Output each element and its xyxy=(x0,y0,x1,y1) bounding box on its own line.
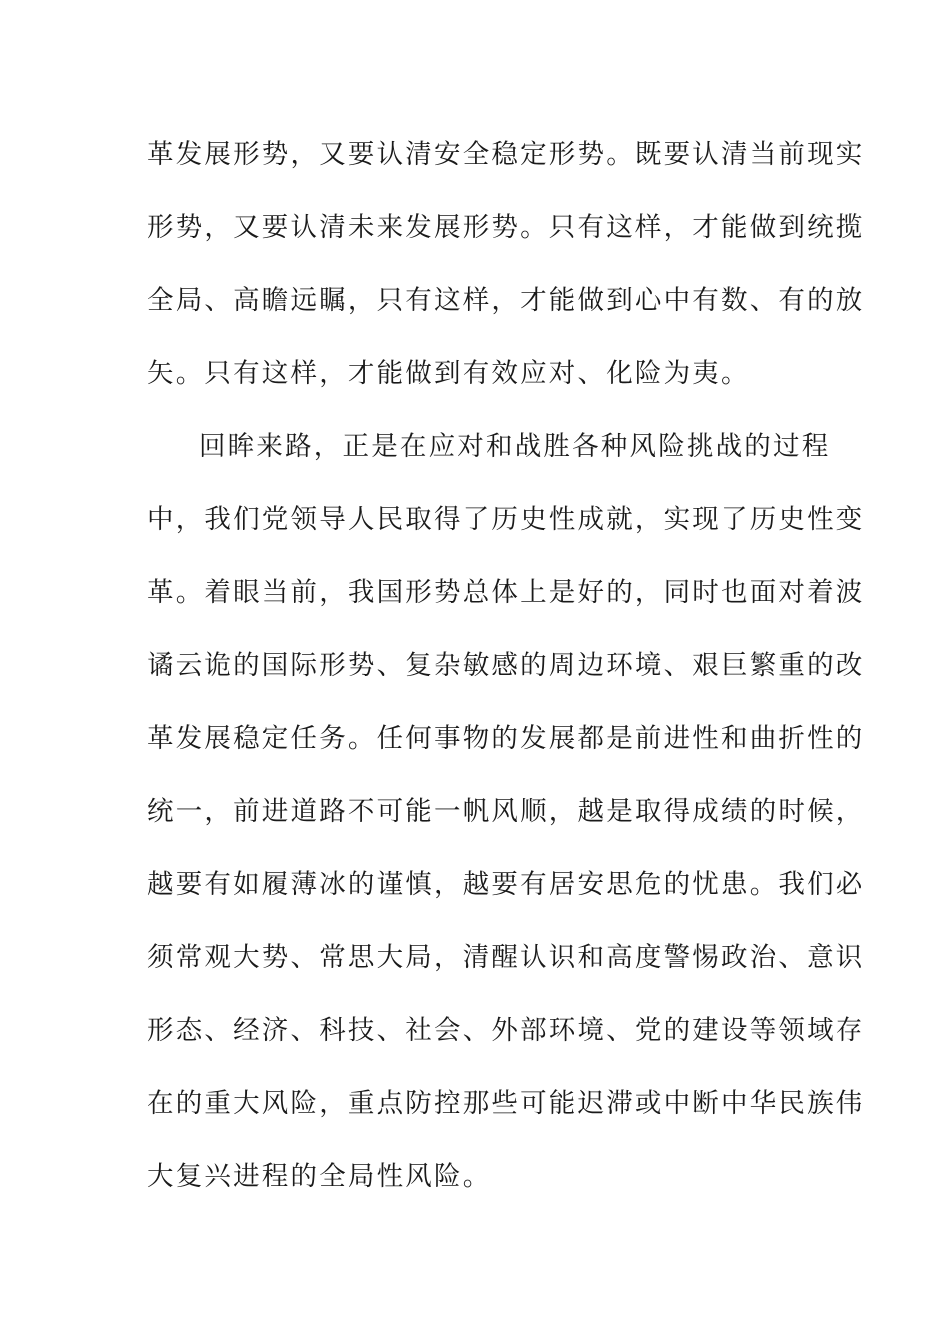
text-line: 在的重大风险，重点防控那些可能迟滞或中断中华民族伟 xyxy=(147,1088,865,1119)
text-line: 全局、高瞻远瞩，只有这样，才能做到心中有数、有的放 xyxy=(147,285,865,316)
text-line: 革。着眼当前，我国形势总体上是好的，同时也面对着波 xyxy=(147,577,865,608)
text-line: 谲云诡的国际形势、复杂敏感的周边环境、艰巨繁重的改 xyxy=(147,650,865,681)
text-line: 统一，前进道路不可能一帆风顺，越是取得成绩的时候， xyxy=(147,796,865,827)
text-line: 越要有如履薄冰的谨慎，越要有居安思危的忧患。我们必 xyxy=(147,869,865,900)
text-line: 须常观大势、常思大局，清醒认识和高度警惕政治、意识 xyxy=(147,942,865,973)
text-line: 形势，又要认清未来发展形势。只有这样，才能做到统揽 xyxy=(147,212,865,243)
text-line: 形态、经济、科技、社会、外部环境、党的建设等领域存 xyxy=(147,1015,865,1046)
text-line: 大复兴进程的全局性风险。 xyxy=(147,1161,492,1192)
text-line: 革发展稳定任务。任何事物的发展都是前进性和曲折性的 xyxy=(147,723,865,754)
text-line: 中，我们党领导人民取得了历史性成就，实现了历史性变 xyxy=(147,504,865,535)
text-line: 革发展形势，又要认清安全稳定形势。既要认清当前现实 xyxy=(147,139,865,170)
text-line: 矢。只有这样，才能做到有效应对、化险为夷。 xyxy=(147,358,750,389)
paragraph-first-line: 回眸来路，正是在应对和战胜各种风险挑战的过程 xyxy=(199,431,831,462)
